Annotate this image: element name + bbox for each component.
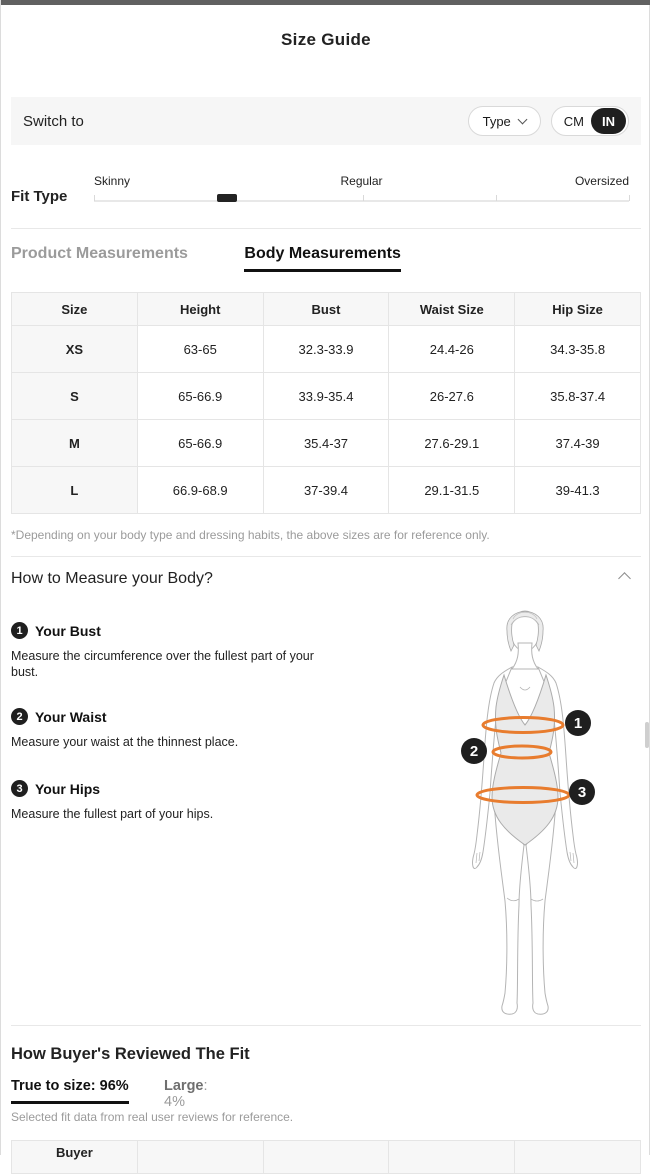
step-2-badge: 2: [11, 708, 28, 725]
step-1-badge: 1: [11, 622, 28, 639]
value-cell: 29.1-31.5: [389, 467, 515, 514]
chevron-up-icon[interactable]: [618, 572, 631, 585]
slider-tick: [629, 195, 630, 201]
large-fit-value: : 4%: [164, 1078, 208, 1110]
measure-item-hips-title: [11, 780, 100, 797]
fit-review-stats: [11, 1078, 208, 1110]
slider-tick: [496, 195, 497, 201]
body-measurement-figure: [401, 595, 646, 1015]
fit-slider-handle[interactable]: [217, 194, 237, 202]
col-header: [137, 1141, 263, 1174]
size-cell: XS: [12, 326, 138, 373]
value-cell: 39-41.3: [515, 467, 641, 514]
type-dropdown-label: Type: [482, 113, 511, 129]
fit-slider-track[interactable]: [94, 200, 629, 202]
tab-product-measurements[interactable]: Product Measurements: [11, 245, 188, 262]
col-header-height: Height: [137, 293, 263, 326]
size-disclaimer: *Depending on your body type and dressing habits, the above sizes are for reference only.: [11, 528, 490, 542]
measure-item-label: Your Waist: [35, 708, 107, 725]
slider-tick: [363, 195, 364, 201]
buyers-review-title: How Buyer's Reviewed The Fit: [11, 1045, 250, 1063]
value-cell: 65-66.9: [137, 420, 263, 467]
measure-item-hips-desc: Measure the fullest part of your hips.: [11, 807, 214, 821]
divider: [11, 556, 641, 557]
value-cell: 35.4-37: [263, 420, 389, 467]
size-cell: L: [12, 467, 138, 514]
tab-body-measurements[interactable]: Body Measurements: [244, 245, 401, 272]
true-to-size-tab[interactable]: True to size: 96%: [11, 1078, 129, 1104]
page-title: Size Guide: [281, 30, 371, 49]
buyers-review-table: [11, 1140, 641, 1174]
value-cell: 32.3-33.9: [263, 326, 389, 373]
fit-option-oversized[interactable]: Oversized: [574, 174, 629, 188]
measure-item-label: Your Hips: [35, 780, 101, 797]
value-cell: 34.3-35.8: [515, 326, 641, 373]
col-header-waist: Waist Size: [389, 293, 515, 326]
value-cell: 24.4-26: [389, 326, 515, 373]
value-cell: 26-27.6: [389, 373, 515, 420]
value-cell: 66.9-68.9: [137, 467, 263, 514]
value-cell: 27.6-29.1: [389, 420, 515, 467]
value-cell: 37.4-39: [515, 420, 641, 467]
measure-item-label: Your Bust: [35, 622, 101, 639]
window-top-bar: [1, 0, 650, 5]
measure-item-waist-desc: Measure your waist at the thinnest place.: [11, 735, 239, 749]
large-fit-label: Large: [164, 1078, 204, 1094]
measure-item-bust-desc: Measure the circumference over the fullest part of your bust.: [11, 649, 314, 679]
col-header-buyer: Buyer: [12, 1141, 138, 1174]
col-header: [263, 1141, 389, 1174]
measurement-tabs: [11, 245, 641, 272]
col-header: [515, 1141, 641, 1174]
fit-type-options: [94, 174, 629, 190]
col-header: [389, 1141, 515, 1174]
body-measurements-table: [11, 292, 641, 514]
figure-badge-1-number: 1: [573, 715, 583, 732]
measure-item-bust-title: [11, 622, 101, 639]
fit-type-slider[interactable]: [94, 174, 629, 206]
fit-type-label: Fit Type: [11, 188, 68, 205]
step-3-badge: 3: [11, 780, 28, 797]
table-row: [12, 467, 641, 514]
body-figure-illustration: [401, 595, 646, 1015]
switch-to-label: Switch to: [23, 112, 84, 130]
chevron-down-icon: [517, 115, 527, 125]
fit-data-note: Selected fit data from real user reviews for reference.: [11, 1110, 294, 1124]
divider: [11, 228, 641, 229]
measure-item-waist-title: [11, 708, 107, 725]
value-cell: 33.9-35.4: [263, 373, 389, 420]
value-cell: 65-66.9: [137, 373, 263, 420]
divider: [11, 1025, 641, 1026]
figure-badge-2-number: 2: [469, 743, 479, 760]
col-header-hip: Hip Size: [515, 293, 641, 326]
table-header-row: [12, 293, 641, 326]
switch-bar: [11, 97, 641, 145]
value-cell: 37-39.4: [263, 467, 389, 514]
figure-badge-3-number: 3: [577, 784, 587, 801]
size-cell: S: [12, 373, 138, 420]
value-cell: 63-65: [137, 326, 263, 373]
value-cell: 35.8-37.4: [515, 373, 641, 420]
scrollbar-thumb[interactable]: [645, 722, 649, 748]
how-to-measure-accordion[interactable]: [11, 570, 641, 588]
table-header-row: [12, 1141, 641, 1174]
table-row: [12, 326, 641, 373]
fit-option-regular[interactable]: Regular: [340, 174, 383, 188]
unit-cm-option[interactable]: CM: [563, 113, 584, 129]
slider-tick: [94, 195, 95, 201]
switch-controls: [468, 106, 629, 136]
size-cell: M: [12, 420, 138, 467]
table-row: [12, 420, 641, 467]
col-header-size: Size: [12, 293, 138, 326]
how-to-measure-title: How to Measure your Body?: [11, 570, 213, 587]
fit-option-skinny[interactable]: Skinny: [94, 174, 131, 188]
large-fit-tab[interactable]: [164, 1078, 208, 1110]
table-row: [12, 373, 641, 420]
type-dropdown[interactable]: [468, 106, 541, 136]
unit-toggle[interactable]: [551, 106, 629, 136]
col-header-bust: Bust: [263, 293, 389, 326]
unit-in-option[interactable]: IN: [591, 108, 626, 134]
